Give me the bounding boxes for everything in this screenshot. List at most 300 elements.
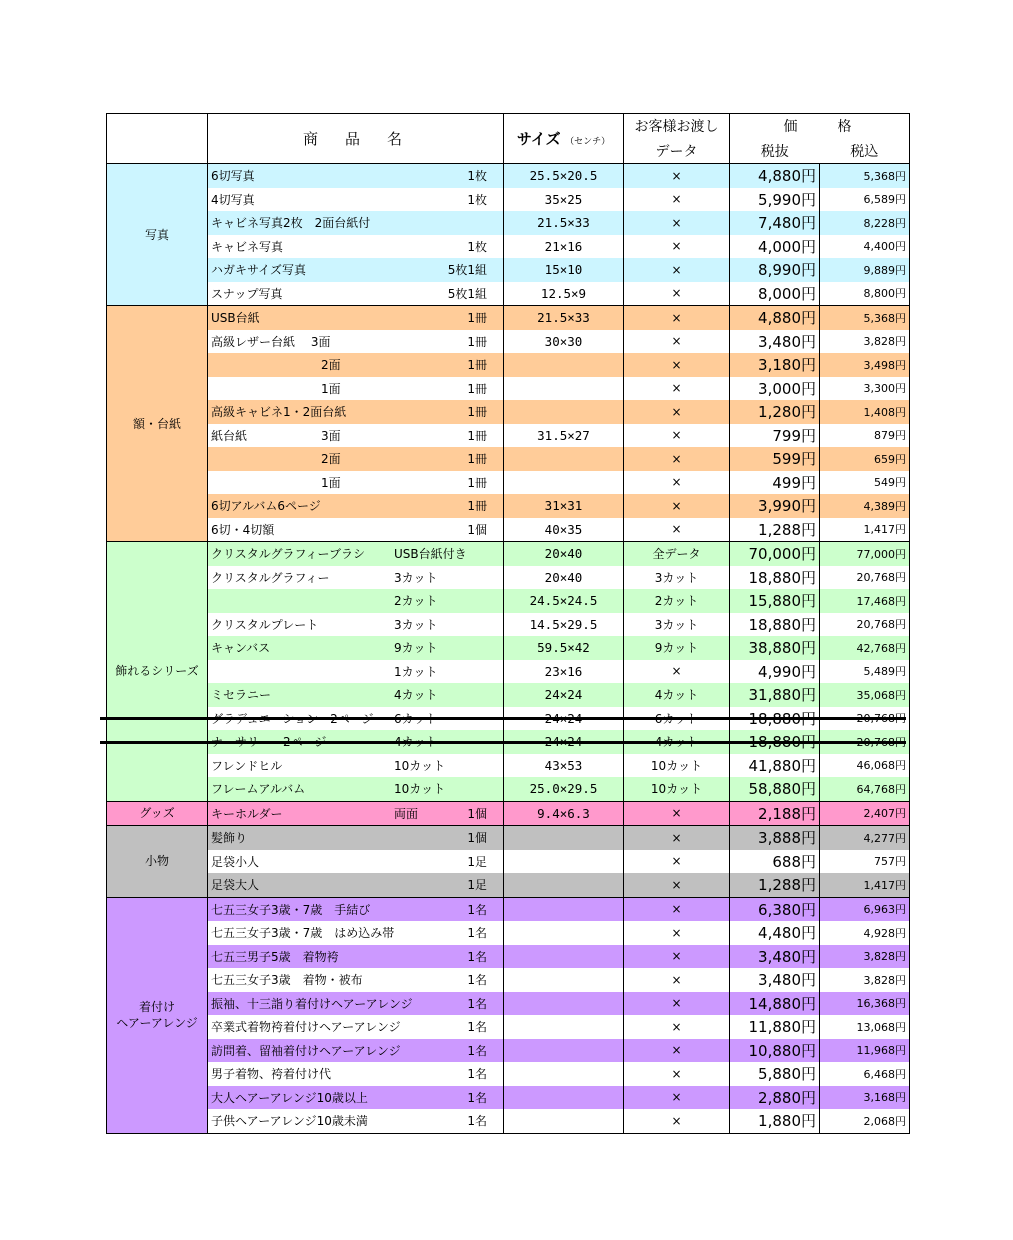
price-incl-tax: 20,768円 (820, 566, 910, 590)
product-name-text: 6切・4切額 (211, 522, 275, 537)
table-row (107, 211, 910, 235)
table-row (107, 968, 910, 992)
product-name-cell (208, 566, 504, 590)
product-name (208, 188, 503, 212)
product-name-text: 高級キャビネ1・2面台紙 (211, 405, 347, 420)
data-cell: × (624, 873, 730, 897)
product-name-cell (208, 471, 504, 495)
product-name-cell (208, 873, 504, 897)
table-row (107, 1062, 910, 1086)
product-name (208, 777, 503, 801)
size-cell: 23×16 (504, 660, 624, 684)
table-row (107, 1086, 910, 1110)
size-cell: 31.5×27 (504, 424, 624, 448)
product-name-cell (208, 921, 504, 945)
size-cell (504, 400, 624, 424)
product-name (208, 873, 503, 897)
product-qty: 5枚1組 (447, 263, 487, 278)
product-name-text: キャンバス (211, 641, 271, 656)
price-incl-tax: 1,408円 (820, 400, 910, 424)
price-table-body (107, 164, 910, 1134)
table-row (107, 377, 910, 401)
table-row (107, 826, 910, 850)
table-row (107, 1109, 910, 1133)
header-blank (107, 114, 208, 164)
size-cell (504, 447, 624, 471)
product-qty: 1名 (467, 926, 487, 941)
product-name (208, 471, 503, 495)
product-name (208, 1086, 503, 1110)
data-cell: 3カット (624, 566, 730, 590)
product-name-text: 6切写真 (211, 169, 255, 184)
price-excl-tax: 38,880円 (730, 636, 820, 660)
product-name-text: フレームアルバム (211, 782, 306, 797)
size-cell: 12.5×9 (504, 282, 624, 306)
header-excl-tax: 税抜 (730, 139, 820, 164)
product-name-text: 足袋大人 (211, 878, 260, 893)
product-cut: 2カット (394, 594, 438, 609)
price-incl-tax: 8,800円 (820, 282, 910, 306)
data-cell: × (624, 921, 730, 945)
table-row (107, 447, 910, 471)
product-name (208, 258, 503, 282)
price-table (106, 113, 910, 1134)
table-row (107, 330, 910, 354)
product-name (208, 306, 503, 330)
category-cell: 写真 (107, 164, 208, 306)
category-cell: 飾れるシリーズ (107, 542, 208, 802)
product-name (208, 353, 503, 377)
product-qty: 1名 (467, 996, 487, 1011)
size-cell: 30×30 (504, 330, 624, 354)
product-name-cell (208, 542, 504, 566)
price-incl-tax: 3,498円 (820, 353, 910, 377)
product-name-text: キャビネ写真2枚 2面台紙付 (211, 216, 371, 231)
product-variant: 1面 (321, 475, 341, 490)
data-cell: × (624, 494, 730, 518)
product-name-cell (208, 636, 504, 660)
data-cell: × (624, 258, 730, 282)
data-cell: × (624, 826, 730, 850)
data-cell: × (624, 968, 730, 992)
product-name-cell (208, 1109, 504, 1133)
price-incl-tax: 879円 (820, 424, 910, 448)
product-name-cell (208, 235, 504, 259)
size-cell (504, 1086, 624, 1110)
price-excl-tax: 14,880円 (730, 992, 820, 1016)
header-size (504, 114, 624, 164)
price-incl-tax: 46,068円 (820, 754, 910, 778)
header-size-label: サイズ (516, 130, 561, 148)
price-excl-tax: 2,188円 (730, 801, 820, 826)
table-row (107, 897, 910, 921)
product-name-cell (208, 589, 504, 613)
product-name-text: 足袋小人 (211, 854, 260, 869)
price-excl-tax: 1,288円 (730, 518, 820, 542)
product-name (208, 447, 503, 471)
price-incl-tax: 6,589円 (820, 188, 910, 212)
product-name (208, 921, 503, 945)
product-qty: 1冊 (467, 311, 487, 326)
size-cell (504, 968, 624, 992)
price-excl-tax: 18,880円 (730, 613, 820, 637)
table-row (107, 1039, 910, 1063)
product-qty: 1名 (467, 1043, 487, 1058)
price-excl-tax: 7,480円 (730, 211, 820, 235)
product-name (208, 992, 503, 1016)
price-excl-tax: 1,280円 (730, 400, 820, 424)
table-row (107, 306, 910, 330)
product-cut: 1カット (394, 664, 438, 679)
price-incl-tax: 20,768円 (820, 613, 910, 637)
price-incl-tax: 13,068円 (820, 1015, 910, 1039)
product-name (208, 945, 503, 969)
product-name-text: 子供ヘアーアレンジ10歳未満 (211, 1114, 368, 1129)
product-name-text: 6切アルバム6ページ (211, 499, 321, 514)
product-name (208, 494, 503, 518)
product-cut: 9カット (394, 641, 438, 656)
table-row (107, 660, 910, 684)
table-row (107, 873, 910, 897)
data-cell: × (624, 282, 730, 306)
data-cell: × (624, 306, 730, 330)
product-name-cell (208, 188, 504, 212)
product-name (208, 211, 503, 235)
price-incl-tax: 4,928円 (820, 921, 910, 945)
data-cell: 全データ (624, 542, 730, 566)
product-name-cell (208, 353, 504, 377)
table-row (107, 400, 910, 424)
price-excl-tax: 15,880円 (730, 589, 820, 613)
table-row (107, 801, 910, 826)
data-cell: 4カット (624, 683, 730, 707)
product-name-text: 訪問着、留袖着付けヘアーアレンジ (211, 1043, 401, 1058)
price-excl-tax: 1,880円 (730, 1109, 820, 1133)
strikethrough-line (100, 717, 906, 720)
price-incl-tax: 659円 (820, 447, 910, 471)
data-cell: × (624, 1039, 730, 1063)
table-row (107, 636, 910, 660)
product-name (208, 968, 503, 992)
table-row (107, 424, 910, 448)
product-qty: 1名 (467, 1090, 487, 1105)
size-cell: 21.5×33 (504, 306, 624, 330)
product-name-cell (208, 1015, 504, 1039)
product-name-text: 男子着物、袴着付け代 (211, 1067, 332, 1082)
product-name-text: クリスタルグラフィー (211, 570, 330, 585)
price-excl-tax: 4,880円 (730, 306, 820, 330)
product-name-text: ハガキサイズ写真 (211, 263, 307, 278)
size-cell (504, 377, 624, 401)
product-variant: 3面 (321, 428, 341, 443)
product-name-text: 振袖、十三詣り着付けヘアーアレンジ (211, 996, 413, 1011)
table-row (107, 188, 910, 212)
price-incl-tax: 9,889円 (820, 258, 910, 282)
data-cell: × (624, 353, 730, 377)
table-row (107, 235, 910, 259)
price-excl-tax: 6,380円 (730, 897, 820, 921)
size-cell: 15×10 (504, 258, 624, 282)
product-qty: 1個 (467, 806, 487, 821)
price-excl-tax: 8,990円 (730, 258, 820, 282)
product-name (208, 826, 503, 850)
table-row (107, 1015, 910, 1039)
product-cut: 10カット (394, 758, 446, 773)
price-excl-tax: 18,880円 (730, 566, 820, 590)
price-excl-tax: 3,888円 (730, 826, 820, 850)
product-name-cell (208, 613, 504, 637)
product-cut: 3カット (394, 617, 438, 632)
price-excl-tax: 70,000円 (730, 542, 820, 566)
data-cell: 9カット (624, 636, 730, 660)
product-name (208, 683, 503, 707)
product-name-cell (208, 754, 504, 778)
table-row (107, 518, 910, 542)
product-qty: 1名 (467, 1114, 487, 1129)
product-name (208, 566, 503, 590)
data-cell: × (624, 1015, 730, 1039)
data-cell: × (624, 518, 730, 542)
product-name-cell (208, 377, 504, 401)
price-incl-tax: 16,368円 (820, 992, 910, 1016)
product-name-text: キャビネ写真 (211, 239, 284, 254)
product-name-text: 大人ヘアーアレンジ10歳以上 (211, 1090, 368, 1105)
price-incl-tax: 4,400円 (820, 235, 910, 259)
data-cell: × (624, 188, 730, 212)
product-name-text: クリスタルグラフィーブラシ (211, 547, 365, 562)
price-incl-tax: 3,828円 (820, 968, 910, 992)
price-excl-tax: 3,480円 (730, 945, 820, 969)
product-name-text: USB台紙 (211, 311, 260, 326)
product-name-text: 七五三女子3歳・7歳 はめ込み帯 (211, 926, 395, 941)
category-cell: 着付け ヘアーアレンジ (107, 897, 208, 1133)
product-qty: 1冊 (467, 381, 487, 396)
price-excl-tax: 10,880円 (730, 1039, 820, 1063)
data-cell: × (624, 801, 730, 826)
product-name (208, 282, 503, 306)
table-row (107, 494, 910, 518)
product-name (208, 636, 503, 660)
data-cell: × (624, 400, 730, 424)
price-incl-tax: 6,468円 (820, 1062, 910, 1086)
size-cell: 25.0×29.5 (504, 777, 624, 801)
data-cell: × (624, 1109, 730, 1133)
header-size-unit: （センチ） (565, 137, 611, 147)
table-row (107, 683, 910, 707)
size-cell: 9.4×6.3 (504, 801, 624, 826)
product-name (208, 1109, 503, 1133)
price-excl-tax: 4,480円 (730, 921, 820, 945)
product-cut: USB台紙付き (394, 547, 467, 562)
price-excl-tax: 3,180円 (730, 353, 820, 377)
product-name-cell (208, 826, 504, 850)
product-qty: 1足 (467, 854, 487, 869)
price-incl-tax: 757円 (820, 850, 910, 874)
product-name-text: ミセラニー (211, 688, 272, 703)
product-qty: 1名 (467, 902, 487, 917)
product-qty: 1冊 (467, 358, 487, 373)
product-name-cell (208, 494, 504, 518)
table-row (107, 945, 910, 969)
price-excl-tax: 8,000円 (730, 282, 820, 306)
product-qty: 1冊 (467, 405, 487, 420)
size-cell (504, 1109, 624, 1133)
table-row (107, 850, 910, 874)
product-name-cell (208, 1086, 504, 1110)
product-qty: 1冊 (467, 499, 487, 514)
product-qty: 1名 (467, 949, 487, 964)
product-name-text: 卒業式着物袴着付けヘアーアレンジ (211, 1020, 401, 1035)
product-name-cell (208, 424, 504, 448)
price-incl-tax: 3,300円 (820, 377, 910, 401)
price-incl-tax: 2,407円 (820, 801, 910, 826)
product-variant: 1面 (321, 381, 341, 396)
size-cell: 25.5×20.5 (504, 164, 624, 188)
product-name (208, 802, 503, 826)
table-row (107, 542, 910, 566)
product-name (208, 377, 503, 401)
product-name-text: 高級レザー台紙 3面 (211, 334, 331, 349)
header-product-name: 商 品 名 (208, 114, 504, 164)
data-cell: × (624, 447, 730, 471)
category-cell: 額・台紙 (107, 306, 208, 542)
header-row (107, 114, 910, 139)
data-cell: × (624, 1086, 730, 1110)
table-row (107, 754, 910, 778)
product-cut: 10カット (394, 782, 446, 797)
product-qty: 1冊 (467, 452, 487, 467)
product-name (208, 754, 503, 778)
table-row (107, 921, 910, 945)
size-cell: 14.5×29.5 (504, 613, 624, 637)
size-cell: 24×24 (504, 683, 624, 707)
price-excl-tax: 4,990円 (730, 660, 820, 684)
price-excl-tax: 2,880円 (730, 1086, 820, 1110)
product-name-text: 七五三女子3歳 着物・被布 (211, 973, 363, 988)
price-excl-tax: 688円 (730, 850, 820, 874)
price-excl-tax: 31,880円 (730, 683, 820, 707)
size-cell (504, 873, 624, 897)
header-data-line2: データ (624, 139, 730, 164)
product-name-text: フレンドヒル (211, 758, 283, 773)
product-qty: 5枚1組 (447, 286, 487, 301)
product-name-cell (208, 400, 504, 424)
price-excl-tax: 58,880円 (730, 777, 820, 801)
price-excl-tax: 11,880円 (730, 1015, 820, 1039)
price-incl-tax: 1,417円 (820, 873, 910, 897)
price-incl-tax: 5,368円 (820, 306, 910, 330)
price-incl-tax: 4,277円 (820, 826, 910, 850)
size-cell: 59.5×42 (504, 636, 624, 660)
product-qty: 1名 (467, 1020, 487, 1035)
product-name (208, 1015, 503, 1039)
product-name-text: 七五三女子3歳・7歳 手結び (211, 902, 371, 917)
product-name-cell (208, 330, 504, 354)
strikethrough-line (100, 741, 906, 744)
price-excl-tax: 1,288円 (730, 873, 820, 897)
data-cell: × (624, 164, 730, 188)
product-name (208, 850, 503, 874)
size-cell (504, 850, 624, 874)
price-incl-tax: 3,168円 (820, 1086, 910, 1110)
price-list-sheet (106, 113, 909, 1134)
product-qty: 1枚 (467, 192, 487, 207)
price-excl-tax: 5,880円 (730, 1062, 820, 1086)
price-incl-tax: 8,228円 (820, 211, 910, 235)
price-excl-tax: 4,880円 (730, 164, 820, 188)
data-cell: 10カット (624, 754, 730, 778)
product-qty: 1冊 (467, 334, 487, 349)
data-cell: × (624, 850, 730, 874)
table-row (107, 566, 910, 590)
product-qty: 1名 (467, 1067, 487, 1082)
product-name (208, 542, 503, 566)
category-cell: 小物 (107, 826, 208, 898)
price-incl-tax: 549円 (820, 471, 910, 495)
product-name (208, 898, 503, 922)
product-name-text: 髪飾り (211, 831, 248, 846)
data-cell: × (624, 992, 730, 1016)
table-row (107, 589, 910, 613)
product-name-cell (208, 683, 504, 707)
size-cell: 21.5×33 (504, 211, 624, 235)
price-excl-tax: 3,000円 (730, 377, 820, 401)
product-name-cell (208, 992, 504, 1016)
data-cell: × (624, 1062, 730, 1086)
table-row (107, 164, 910, 188)
price-incl-tax: 3,828円 (820, 945, 910, 969)
product-qty: 1枚 (467, 169, 487, 184)
price-excl-tax: 41,880円 (730, 754, 820, 778)
size-cell: 35×25 (504, 188, 624, 212)
data-cell: × (624, 897, 730, 921)
table-row (107, 777, 910, 801)
product-variant: 2面 (321, 358, 341, 373)
data-cell: × (624, 471, 730, 495)
product-name (208, 164, 503, 188)
size-cell: 20×40 (504, 542, 624, 566)
price-excl-tax: 3,480円 (730, 330, 820, 354)
product-name-cell (208, 777, 504, 801)
product-name-cell (208, 945, 504, 969)
product-cut: 4カット (394, 688, 438, 703)
product-name-cell (208, 211, 504, 235)
product-name-text: スナップ写真 (211, 286, 283, 301)
product-qty: 1個 (467, 831, 487, 846)
product-name-cell (208, 306, 504, 330)
product-qty: 1冊 (467, 428, 487, 443)
product-name-cell (208, 660, 504, 684)
product-name (208, 400, 503, 424)
product-name-text: 紙台紙 (211, 428, 248, 443)
table-row (107, 613, 910, 637)
price-excl-tax: 3,990円 (730, 494, 820, 518)
size-cell: 21×16 (504, 235, 624, 259)
size-cell (504, 471, 624, 495)
product-name (208, 613, 503, 637)
size-cell (504, 945, 624, 969)
product-name-text: 七五三男子5歳 着物袴 (211, 949, 339, 964)
product-name-cell (208, 850, 504, 874)
price-incl-tax: 4,389円 (820, 494, 910, 518)
price-incl-tax: 77,000円 (820, 542, 910, 566)
size-cell (504, 826, 624, 850)
product-name (208, 330, 503, 354)
size-cell (504, 1039, 624, 1063)
product-name (208, 660, 503, 684)
product-qty: 1足 (467, 878, 487, 893)
product-name-text: クリスタルプレート (211, 617, 319, 632)
